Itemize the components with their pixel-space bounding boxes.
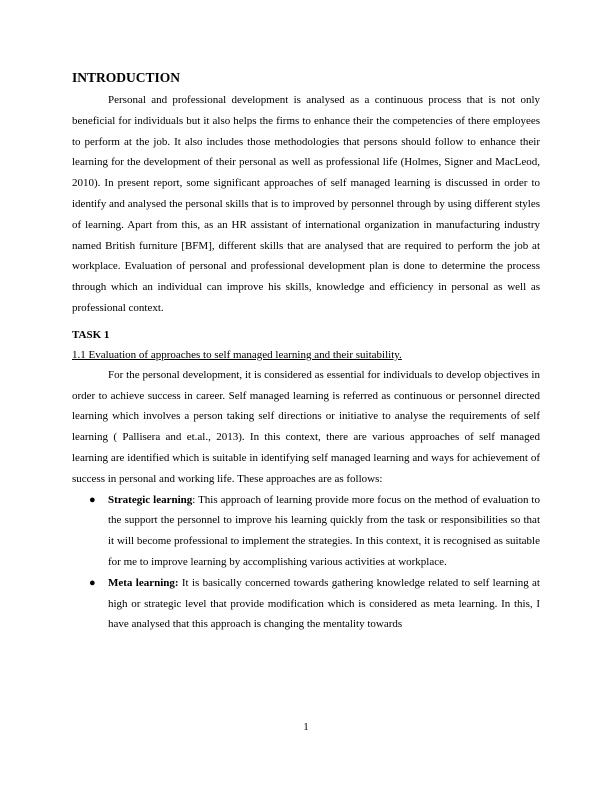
list-item	[72, 573, 540, 635]
bullet-icon: ●	[89, 493, 96, 506]
list-item-text: It is basically concerned towards gathering knowledge related to self learning at high or strategic level that provide modification which is considered as meta learning. In this, I have analysed that this approach is changing the mentality towards	[108, 576, 540, 631]
intro-heading: INTRODUCTION	[72, 70, 181, 85]
list-item	[72, 490, 540, 573]
list-item-text: : This approach of learning provide more focus on the method of evaluation to the support the personnel to improve his learning quickly from the task or responsibilities so that it will become professional to implement the strategies. In this context, it is recognised as suitable for me to improve learning by accomplishing various activities at workplace.	[108, 493, 540, 568]
document-page	[72, 70, 540, 635]
intro-paragraph: Personal and professional development is analysed as a continuous process that is not only beneficial for individuals but it also helps the firms to enhance their the competencies of there employees to perform at the job. It also includes those methodologies that persons should follow to enhance their learning for the development of their personal as well as professional life (Holmes, Signer and MacLeod, 2010). In present report, some significant approaches of self managed learning is discussed in order to identify and analysed the personal skills that is to improved by personnel through by using different styles of learning. Apart from this, as an HR assistant of international organization in manufacturing industry named British furniture [BFM], different skills that are analysed that are required to perform the job at workplace. Evaluation of personal and professional development plan is done to determine the process through which an individual can improve his skills, knowledge and efficiency in personal as well as professional context.	[72, 94, 540, 314]
approaches-list	[72, 490, 540, 636]
task1-paragraph: For the personal development, it is considered as essential for individuals to develop objectives in order to achieve success in career. Self managed learning is referred as continuous or personnel directed learning which involves a person taking self directions or initiative to analyse the requirements of self learning ( Pallisera and et.al., 2013). In this context, there are various approaches of self managed learning are identified which is suitable in identifying self managed learning and ways for achievement of success in personal and working life. These approaches are as follows:	[72, 368, 540, 485]
task1-subheading: 1.1 Evaluation of approaches to self managed learning and their suitability.	[72, 348, 402, 361]
list-item-term: Meta learning:	[108, 576, 179, 589]
task1-heading: TASK 1	[72, 328, 110, 341]
page-number: 1	[303, 721, 309, 733]
bullet-icon: ●	[89, 576, 96, 589]
list-item-term: Strategic learning	[108, 493, 193, 506]
